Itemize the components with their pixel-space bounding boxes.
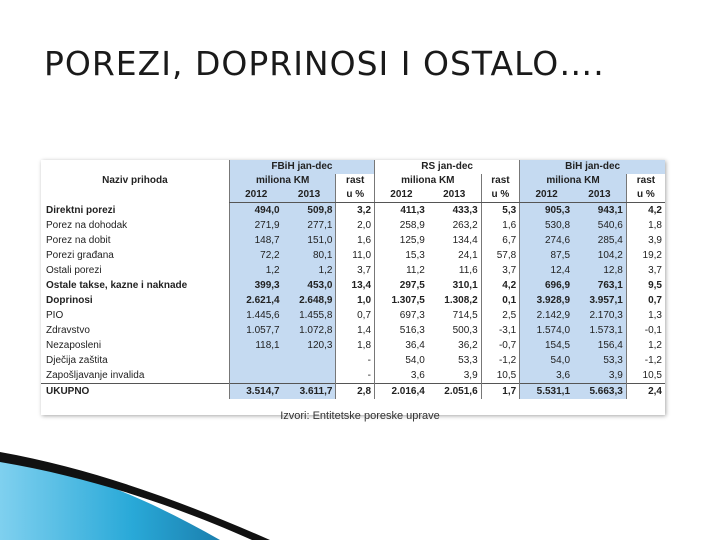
cell-fbih-rast: - [336,368,375,384]
cell-rs-rast: 10,5 [481,368,520,384]
rast-unit-fbih: u % [336,188,375,203]
rast-unit-rs: u % [481,188,520,203]
cell-rs-2012: 15,3 [375,248,428,263]
cell-rs-2013: 134,4 [428,233,481,248]
cell-fbih-2013: 1,2 [283,263,336,278]
group-header-fbih: FBiH jan-dec [229,160,374,174]
cell-fbih-2013: 2.648,9 [283,293,336,308]
cell-bih-2013: 1.573,1 [573,323,626,338]
cell-fbih-rast: - [336,353,375,368]
cell-bih-2012: 696,9 [520,278,573,293]
cell-fbih-rast: 0,7 [336,308,375,323]
slide-title: POREZI, DOPRINOSI I OSTALO…. [44,44,605,83]
row-label: UKUPNO [41,384,229,400]
row-label: Zapošljavanje invalida [41,368,229,384]
cell-bih-2012: 87,5 [520,248,573,263]
year-header-rs-2012: 2012 [375,188,428,203]
cell-fbih-2012: 271,9 [229,218,282,233]
cell-rs-rast: 1,6 [481,218,520,233]
cell-bih-2012: 3,6 [520,368,573,384]
year-header-rs-2013: 2013 [428,188,481,203]
cell-rs-rast: 57,8 [481,248,520,263]
cell-fbih-2013: 151,0 [283,233,336,248]
cell-fbih-2012: 494,0 [229,203,282,219]
cell-fbih-2012: 1.057,7 [229,323,282,338]
cell-bih-2012: 54,0 [520,353,573,368]
unit-header-bih: miliona KM [520,174,627,188]
unit-header-fbih: miliona KM [229,174,336,188]
rast-header-fbih: rast [336,174,375,188]
cell-rs-rast: 5,3 [481,203,520,219]
cell-bih-2012: 5.531,1 [520,384,573,400]
cell-rs-2013: 24,1 [428,248,481,263]
cell-rs-2012: 516,3 [375,323,428,338]
row-label: Nezaposleni [41,338,229,353]
cell-rs-2013: 1.308,2 [428,293,481,308]
cell-fbih-rast: 2,8 [336,384,375,400]
cell-rs-2012: 125,9 [375,233,428,248]
cell-bih-2013: 156,4 [573,338,626,353]
cell-bih-2013: 3.957,1 [573,293,626,308]
row-label: Direktni porezi [41,203,229,219]
cell-bih-rast: 1,2 [626,338,665,353]
cell-fbih-rast: 3,7 [336,263,375,278]
cell-fbih-2012: 118,1 [229,338,282,353]
cell-bih-2013: 5.663,3 [573,384,626,400]
cell-bih-2013: 12,8 [573,263,626,278]
source-note: Izvori: Entitetske poreske uprave [280,410,440,422]
row-label: Porez na dobit [41,233,229,248]
cell-bih-rast: -0,1 [626,323,665,338]
cell-rs-2012: 2.016,4 [375,384,428,400]
rast-header-rs: rast [481,174,520,188]
cell-fbih-rast: 1,6 [336,233,375,248]
cell-rs-2013: 2.051,6 [428,384,481,400]
row-label: Dječija zaštita [41,353,229,368]
cell-bih-rast: 1,3 [626,308,665,323]
cell-rs-rast: -0,7 [481,338,520,353]
cell-rs-2012: 411,3 [375,203,428,219]
cell-bih-rast: 1,8 [626,218,665,233]
cell-rs-rast: 3,7 [481,263,520,278]
group-header-rs: RS jan-dec [375,160,520,174]
cell-fbih-2012: 1,2 [229,263,282,278]
cell-fbih-rast: 1,8 [336,338,375,353]
cell-fbih-rast: 11,0 [336,248,375,263]
cell-fbih-2013: 453,0 [283,278,336,293]
cell-rs-2013: 500,3 [428,323,481,338]
cell-bih-2013: 104,2 [573,248,626,263]
cell-rs-rast: -1,2 [481,353,520,368]
row-label: Porez na dohodak [41,218,229,233]
row-label: Porezi građana [41,248,229,263]
year-header-fbih-2012: 2012 [229,188,282,203]
cell-fbih-2013: 80,1 [283,248,336,263]
cell-bih-rast: 0,7 [626,293,665,308]
cell-bih-2012: 274,6 [520,233,573,248]
cell-rs-rast: 2,5 [481,308,520,323]
cell-fbih-2012: 399,3 [229,278,282,293]
cell-rs-2012: 11,2 [375,263,428,278]
cell-bih-2012: 154,5 [520,338,573,353]
cell-fbih-2013: 3.611,7 [283,384,336,400]
year-header-bih-2013: 2013 [573,188,626,203]
cell-bih-2013: 943,1 [573,203,626,219]
cell-fbih-rast: 3,2 [336,203,375,219]
cell-rs-2012: 1.307,5 [375,293,428,308]
cell-rs-2013: 36,2 [428,338,481,353]
cell-rs-2012: 258,9 [375,218,428,233]
row-label: Ostale takse, kazne i naknade [41,278,229,293]
cell-rs-2012: 3,6 [375,368,428,384]
row-label: Zdravstvo [41,323,229,338]
cell-bih-rast: 3,9 [626,233,665,248]
cell-bih-rast: 9,5 [626,278,665,293]
cell-rs-2013: 3,9 [428,368,481,384]
cell-bih-2013: 285,4 [573,233,626,248]
cell-bih-2013: 3,9 [573,368,626,384]
name-column-header: Naziv prihoda [41,160,229,203]
cell-bih-rast: 10,5 [626,368,665,384]
cell-fbih-2012: 3.514,7 [229,384,282,400]
cell-fbih-2012: 72,2 [229,248,282,263]
cell-bih-2013: 53,3 [573,353,626,368]
cell-bih-2012: 905,3 [520,203,573,219]
cell-fbih-2013: 1.455,8 [283,308,336,323]
cell-bih-2013: 763,1 [573,278,626,293]
cell-fbih-2012: 2.621,4 [229,293,282,308]
row-label: Ostali porezi [41,263,229,278]
cell-rs-2012: 36,4 [375,338,428,353]
cell-fbih-2013: 277,1 [283,218,336,233]
cell-bih-rast: 19,2 [626,248,665,263]
cell-rs-2012: 297,5 [375,278,428,293]
cell-rs-2013: 714,5 [428,308,481,323]
cell-rs-2013: 263,2 [428,218,481,233]
cell-rs-rast: 6,7 [481,233,520,248]
group-header-bih: BiH jan-dec [520,160,665,174]
cell-rs-rast: 4,2 [481,278,520,293]
cell-rs-2012: 697,3 [375,308,428,323]
cell-bih-2012: 12,4 [520,263,573,278]
cell-rs-2013: 433,3 [428,203,481,219]
cell-rs-2013: 11,6 [428,263,481,278]
cell-fbih-2013: 120,3 [283,338,336,353]
cell-fbih-2012: 1.445,6 [229,308,282,323]
cell-bih-2013: 540,6 [573,218,626,233]
cell-bih-2012: 1.574,0 [520,323,573,338]
cell-bih-rast: 3,7 [626,263,665,278]
cell-rs-rast: -3,1 [481,323,520,338]
cell-rs-rast: 1,7 [481,384,520,400]
rast-header-bih: rast [626,174,665,188]
cell-bih-2012: 3.928,9 [520,293,573,308]
cell-fbih-2013: 1.072,8 [283,323,336,338]
cell-fbih-rast: 1,4 [336,323,375,338]
cell-bih-rast: 4,2 [626,203,665,219]
cell-rs-2013: 53,3 [428,353,481,368]
cell-rs-rast: 0,1 [481,293,520,308]
cell-fbih-2013: 509,8 [283,203,336,219]
cell-bih-rast: -1,2 [626,353,665,368]
cell-bih-rast: 2,4 [626,384,665,400]
cell-fbih-rast: 1,0 [336,293,375,308]
cell-rs-2013: 310,1 [428,278,481,293]
cell-fbih-rast: 13,4 [336,278,375,293]
cell-bih-2012: 530,8 [520,218,573,233]
rast-unit-bih: u % [626,188,665,203]
cell-bih-2012: 2.142,9 [520,308,573,323]
cell-fbih-rast: 2,0 [336,218,375,233]
cell-bih-2013: 2.170,3 [573,308,626,323]
cell-fbih-2012: 148,7 [229,233,282,248]
row-label: Doprinosi [41,293,229,308]
row-label: PIO [41,308,229,323]
unit-header-rs: miliona KM [375,174,482,188]
year-header-fbih-2013: 2013 [283,188,336,203]
year-header-bih-2012: 2012 [520,188,573,203]
cell-rs-2012: 54,0 [375,353,428,368]
